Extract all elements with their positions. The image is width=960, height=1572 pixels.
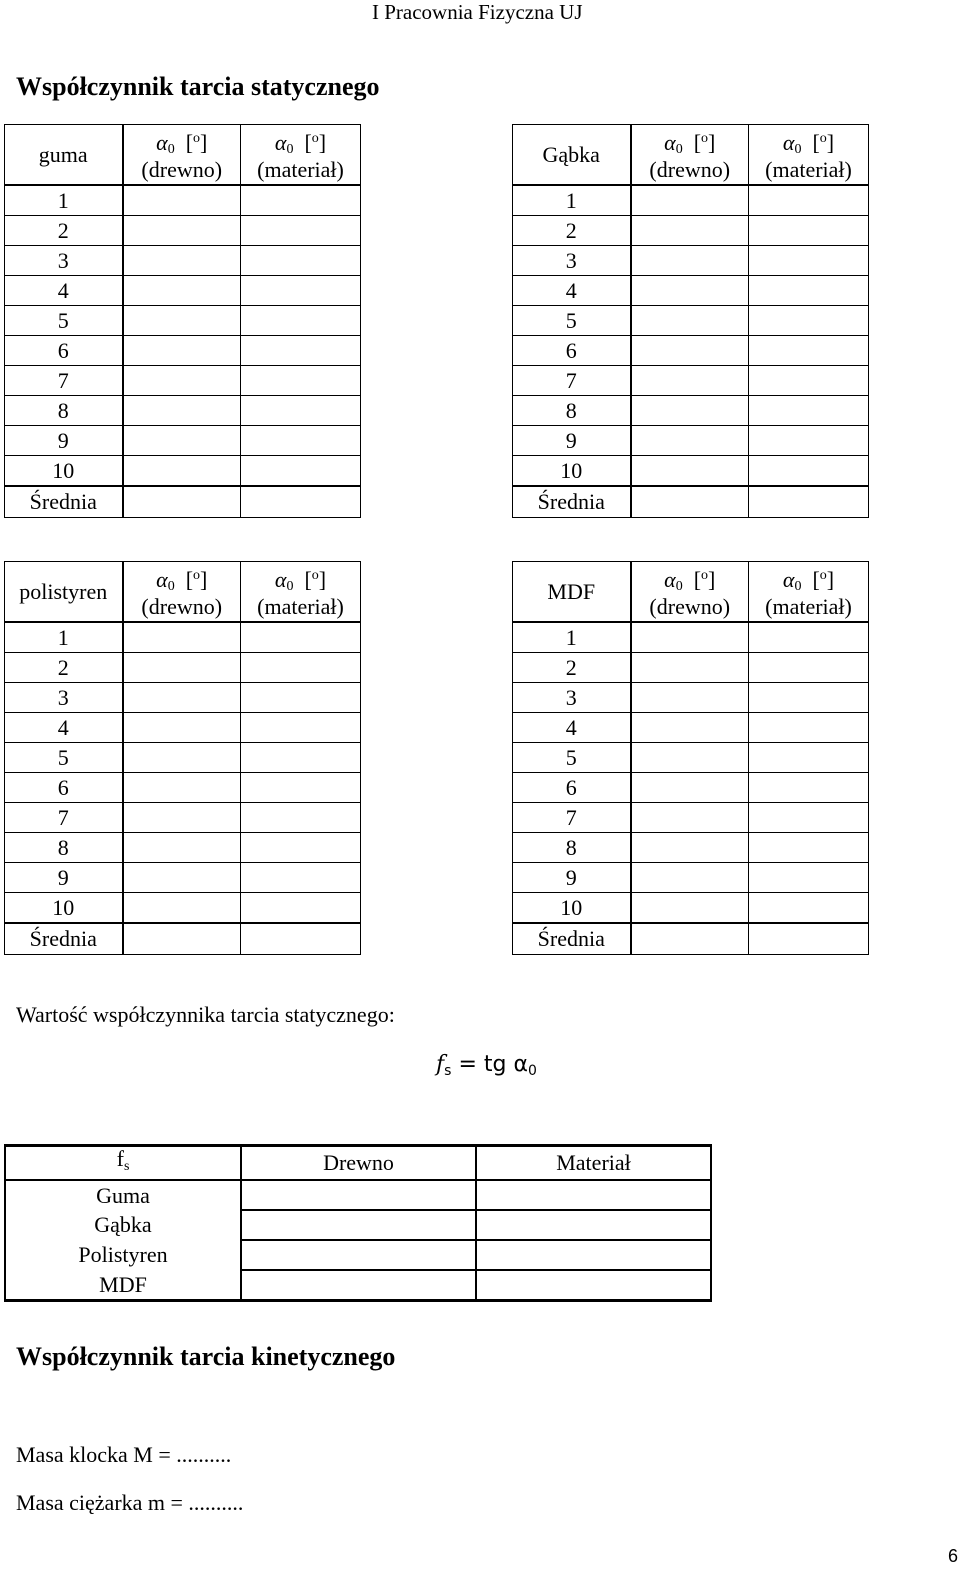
measurement-row	[513, 743, 869, 773]
angle-entry-cell[interactable]	[241, 366, 361, 396]
degree-sign: o	[701, 568, 709, 583]
alpha-drewno-header	[631, 125, 749, 186]
measurement-number: 8	[513, 396, 631, 426]
angle-entry-cell[interactable]	[123, 456, 241, 487]
summary-row-label: Guma	[5, 1180, 241, 1210]
alpha-subscript: 0	[286, 142, 294, 157]
measurement-row	[5, 713, 361, 743]
alpha-surface-label: (materiał)	[257, 594, 344, 619]
angle-entry-cell[interactable]	[631, 743, 749, 773]
unit-close: ]	[318, 130, 327, 155]
table-header-row	[5, 562, 361, 623]
measurement-number: 7	[513, 803, 631, 833]
formula-lhs: f	[436, 1052, 445, 1077]
angle-entry-cell[interactable]	[631, 486, 749, 518]
angle-entry-cell[interactable]	[123, 486, 241, 518]
measurement-number: 7	[513, 366, 631, 396]
alpha-symbol: α	[156, 567, 168, 592]
measurement-row	[513, 185, 869, 216]
average-label: Średnia	[513, 923, 631, 955]
angle-entry-cell[interactable]	[749, 803, 869, 833]
alpha-material-header	[749, 125, 869, 186]
alpha-surface-label: (drewno)	[141, 157, 223, 182]
unit-open: [	[801, 130, 820, 155]
summary-row-label: Gąbka	[5, 1210, 241, 1240]
angle-entry-cell[interactable]	[749, 185, 869, 216]
measurement-number: 1	[5, 622, 123, 653]
angle-entry-cell[interactable]	[123, 653, 241, 683]
degree-sign: o	[311, 131, 319, 146]
measurement-number: 4	[5, 713, 123, 743]
measurement-number: 5	[5, 306, 123, 336]
measurement-row	[513, 622, 869, 653]
average-label: Średnia	[513, 486, 631, 518]
alpha-subscript: 0	[675, 579, 683, 594]
alpha-material-header	[241, 562, 361, 623]
unit-close: ]	[826, 567, 835, 592]
alpha-symbol-line	[749, 566, 868, 597]
angle-entry-cell[interactable]	[631, 366, 749, 396]
angle-entry-cell[interactable]	[123, 396, 241, 426]
friction-formula	[436, 1052, 537, 1079]
measurement-row	[513, 653, 869, 683]
angle-entry-cell[interactable]	[749, 713, 869, 743]
angle-entry-cell[interactable]	[123, 622, 241, 653]
angle-entry-cell[interactable]	[631, 426, 749, 456]
unit-open: [	[682, 130, 702, 155]
alpha-material-header	[241, 125, 361, 186]
summary-row	[5, 1270, 711, 1301]
angle-entry-cell[interactable]	[123, 185, 241, 216]
unit-close: ]	[318, 567, 327, 592]
measurement-row	[513, 683, 869, 713]
formula-lhs-subscript: s	[444, 1063, 452, 1079]
alpha-symbol: α	[274, 130, 287, 155]
measurement-row	[513, 713, 869, 743]
measurement-number: 6	[5, 336, 123, 366]
angle-entry-cell[interactable]	[631, 456, 749, 487]
material-name-header: guma	[5, 125, 123, 186]
measurement-row	[5, 622, 361, 653]
alpha-subscript: 0	[794, 579, 802, 594]
measurement-row	[513, 426, 869, 456]
angle-entry-cell[interactable]	[241, 246, 361, 276]
average-row	[513, 923, 869, 955]
angle-entry-cell[interactable]	[241, 803, 361, 833]
alpha-subscript: 0	[794, 142, 802, 157]
average-row	[5, 923, 361, 955]
angle-entry-cell[interactable]	[123, 306, 241, 336]
measurement-number: 8	[513, 833, 631, 863]
measurement-row	[5, 306, 361, 336]
alpha-symbol: α	[664, 567, 676, 592]
alpha-symbol-line	[124, 129, 241, 160]
angle-entry-cell[interactable]	[241, 743, 361, 773]
angle-entry-cell[interactable]	[631, 833, 749, 863]
measurement-number: 8	[5, 833, 123, 863]
alpha-symbol-line	[632, 129, 749, 160]
measurement-table-guma	[4, 124, 361, 518]
alpha-subscript: 0	[675, 142, 683, 157]
angle-entry-cell[interactable]	[123, 336, 241, 366]
alpha-surface-label: (materiał)	[765, 594, 852, 619]
measurement-number: 2	[5, 216, 123, 246]
summary-header-row	[5, 1146, 711, 1181]
angle-entry-cell[interactable]	[749, 833, 869, 863]
alpha-symbol-line	[241, 129, 360, 160]
measurement-number: 4	[513, 713, 631, 743]
summary-value-cell[interactable]	[241, 1180, 476, 1210]
average-label: Średnia	[5, 486, 123, 518]
measurement-number: 3	[5, 246, 123, 276]
average-label: Średnia	[5, 923, 123, 955]
measurement-row	[5, 833, 361, 863]
static-friction-title: Współczynnik tarcia statycznego	[16, 72, 380, 101]
angle-entry-cell[interactable]	[631, 713, 749, 743]
angle-entry-cell[interactable]	[631, 773, 749, 803]
angle-entry-cell[interactable]	[123, 426, 241, 456]
angle-entry-cell[interactable]	[123, 246, 241, 276]
angle-entry-cell[interactable]	[241, 306, 361, 336]
summary-col-drewno: Drewno	[241, 1146, 476, 1181]
angle-entry-cell[interactable]	[241, 833, 361, 863]
alpha-subscript: 0	[286, 579, 294, 594]
unit-close: ]	[708, 567, 716, 592]
angle-entry-cell[interactable]	[241, 863, 361, 893]
measurement-row	[5, 185, 361, 216]
measurement-row	[513, 396, 869, 426]
angle-entry-cell[interactable]	[241, 622, 361, 653]
angle-entry-cell[interactable]	[241, 683, 361, 713]
degree-sign: o	[311, 568, 319, 583]
angle-entry-cell[interactable]	[123, 893, 241, 924]
measurement-row	[513, 893, 869, 924]
angle-entry-cell[interactable]	[123, 803, 241, 833]
angle-entry-cell[interactable]	[749, 486, 869, 518]
angle-entry-cell[interactable]	[749, 456, 869, 487]
angle-entry-cell[interactable]	[749, 653, 869, 683]
material-name-header: polistyren	[5, 562, 123, 623]
angle-entry-cell[interactable]	[241, 426, 361, 456]
summary-row	[5, 1240, 711, 1270]
unit-open: [	[174, 567, 194, 592]
alpha-surface-label: (drewno)	[649, 594, 731, 619]
measurement-row	[5, 456, 361, 487]
unit-open: [	[293, 130, 312, 155]
unit-close: ]	[708, 130, 716, 155]
angle-entry-cell[interactable]	[241, 486, 361, 518]
measurement-table-mdf	[512, 561, 869, 955]
measurement-number: 1	[513, 622, 631, 653]
angle-entry-cell[interactable]	[123, 773, 241, 803]
measurement-row	[5, 803, 361, 833]
summary-corner-label: f	[116, 1146, 124, 1171]
measurement-number: 3	[513, 683, 631, 713]
angle-entry-cell[interactable]	[749, 773, 869, 803]
measurement-row	[5, 366, 361, 396]
measurement-row	[5, 216, 361, 246]
summary-value-cell[interactable]	[241, 1240, 476, 1270]
summary-corner-subscript: s	[123, 1159, 130, 1174]
measurement-row	[5, 336, 361, 366]
summary-row-label: Polistyren	[5, 1240, 241, 1270]
measurement-number: 9	[5, 426, 123, 456]
angle-entry-cell[interactable]	[749, 396, 869, 426]
alpha-symbol-line	[749, 129, 868, 160]
angle-entry-cell[interactable]	[241, 653, 361, 683]
alpha-drewno-header	[123, 125, 241, 186]
table-header-row	[513, 562, 869, 623]
angle-entry-cell[interactable]	[123, 366, 241, 396]
measurement-table-polistyren	[4, 561, 361, 955]
measurement-row	[513, 773, 869, 803]
measurement-number: 1	[5, 185, 123, 216]
measurement-row	[5, 426, 361, 456]
degree-sign: o	[819, 131, 827, 146]
alpha-drewno-header	[631, 562, 749, 623]
measurement-number: 7	[5, 803, 123, 833]
alpha-symbol-line	[241, 566, 360, 597]
angle-entry-cell[interactable]	[749, 336, 869, 366]
measurement-number: 5	[5, 743, 123, 773]
summary-row	[5, 1210, 711, 1240]
measurement-number: 2	[513, 653, 631, 683]
measurement-row	[5, 683, 361, 713]
angle-entry-cell[interactable]	[631, 185, 749, 216]
measurement-number: 9	[5, 863, 123, 893]
measurement-row	[5, 276, 361, 306]
unit-open: [	[174, 130, 194, 155]
angle-entry-cell[interactable]	[123, 833, 241, 863]
alpha-symbol: α	[274, 567, 287, 592]
degree-sign: o	[193, 131, 201, 146]
angle-entry-cell[interactable]	[631, 653, 749, 683]
alpha-surface-label: (drewno)	[649, 157, 731, 182]
angle-entry-cell[interactable]	[631, 863, 749, 893]
measurement-number: 10	[5, 456, 123, 487]
angle-entry-cell[interactable]	[749, 246, 869, 276]
angle-entry-cell[interactable]	[123, 713, 241, 743]
summary-value-cell[interactable]	[476, 1270, 711, 1301]
angle-entry-cell[interactable]	[631, 396, 749, 426]
block-mass-line: Masa klocka M = ..........	[16, 1442, 232, 1467]
measurement-number: 10	[513, 893, 631, 924]
alpha-subscript: 0	[167, 579, 175, 594]
measurement-number: 9	[513, 863, 631, 893]
measurement-number: 3	[5, 683, 123, 713]
angle-entry-cell[interactable]	[123, 743, 241, 773]
measurement-number: 10	[5, 893, 123, 924]
degree-sign: o	[193, 568, 201, 583]
angle-entry-cell[interactable]	[241, 185, 361, 216]
angle-entry-cell[interactable]	[631, 246, 749, 276]
formula-rhs-subscript: 0	[527, 1063, 537, 1079]
summary-corner-cell	[5, 1146, 241, 1181]
angle-entry-cell[interactable]	[631, 923, 749, 955]
angle-entry-cell[interactable]	[123, 863, 241, 893]
unit-close: ]	[826, 130, 835, 155]
angle-entry-cell[interactable]	[241, 396, 361, 426]
angle-entry-cell[interactable]	[631, 216, 749, 246]
angle-entry-cell[interactable]	[749, 863, 869, 893]
summary-value-cell[interactable]	[476, 1180, 711, 1210]
measurement-row	[5, 863, 361, 893]
kinetic-friction-title: Współczynnik tarcia kinetycznego	[16, 1342, 396, 1371]
running-header: I Pracownia Fizyczna UJ	[372, 0, 583, 24]
alpha-symbol: α	[156, 130, 168, 155]
measurement-row	[513, 336, 869, 366]
measurement-number: 5	[513, 306, 631, 336]
angle-entry-cell[interactable]	[241, 336, 361, 366]
measurement-row	[513, 863, 869, 893]
summary-value-cell[interactable]	[241, 1210, 476, 1240]
measurement-number: 10	[513, 456, 631, 487]
alpha-symbol: α	[782, 130, 795, 155]
summary-value-cell[interactable]	[476, 1240, 711, 1270]
angle-entry-cell[interactable]	[631, 803, 749, 833]
angle-entry-cell[interactable]	[241, 456, 361, 487]
angle-entry-cell[interactable]	[123, 683, 241, 713]
alpha-surface-label: (materiał)	[257, 157, 344, 182]
formula-rhs: = tg α	[458, 1052, 528, 1077]
coefficient-prompt: Wartość współczynnika tarcia statycznego:	[16, 1002, 395, 1027]
measurement-row	[513, 366, 869, 396]
unit-open: [	[801, 567, 820, 592]
alpha-surface-label: (materiał)	[765, 157, 852, 182]
alpha-subscript: 0	[167, 142, 175, 157]
summary-row-label: MDF	[5, 1270, 241, 1301]
average-row	[513, 486, 869, 518]
angle-entry-cell[interactable]	[123, 923, 241, 955]
angle-entry-cell[interactable]	[631, 683, 749, 713]
measurement-row	[5, 653, 361, 683]
angle-entry-cell[interactable]	[241, 216, 361, 246]
measurement-number: 6	[513, 773, 631, 803]
alpha-surface-label: (drewno)	[141, 594, 223, 619]
page-number: 6	[947, 1546, 958, 1566]
angle-entry-cell[interactable]	[631, 336, 749, 366]
measurement-number: 2	[5, 653, 123, 683]
alpha-symbol-line	[124, 566, 241, 597]
measurement-row	[513, 216, 869, 246]
measurement-number: 4	[5, 276, 123, 306]
measurement-table-gąbka	[512, 124, 869, 518]
angle-entry-cell[interactable]	[749, 426, 869, 456]
measurement-number: 5	[513, 743, 631, 773]
measurement-row	[5, 246, 361, 276]
angle-entry-cell[interactable]	[241, 923, 361, 955]
angle-entry-cell[interactable]	[749, 743, 869, 773]
unit-close: ]	[200, 130, 208, 155]
measurement-number: 8	[5, 396, 123, 426]
alpha-symbol: α	[782, 567, 795, 592]
angle-entry-cell[interactable]	[241, 773, 361, 803]
angle-entry-cell[interactable]	[241, 713, 361, 743]
measurement-number: 3	[513, 246, 631, 276]
average-row	[5, 486, 361, 518]
angle-entry-cell[interactable]	[749, 306, 869, 336]
alpha-material-header	[749, 562, 869, 623]
angle-entry-cell[interactable]	[631, 306, 749, 336]
angle-entry-cell[interactable]	[749, 923, 869, 955]
measurement-number: 1	[513, 185, 631, 216]
table-header-row	[513, 125, 869, 186]
angle-entry-cell[interactable]	[123, 216, 241, 246]
measurement-row	[513, 276, 869, 306]
unit-open: [	[682, 567, 702, 592]
angle-entry-cell[interactable]	[749, 276, 869, 306]
measurement-number: 6	[5, 773, 123, 803]
summary-row	[5, 1180, 711, 1210]
measurement-row	[513, 246, 869, 276]
angle-entry-cell[interactable]	[749, 216, 869, 246]
degree-sign: o	[701, 131, 709, 146]
material-name-header: MDF	[513, 562, 631, 623]
angle-entry-cell[interactable]	[631, 893, 749, 924]
material-name-header: Gąbka	[513, 125, 631, 186]
angle-entry-cell[interactable]	[749, 622, 869, 653]
measurement-number: 2	[513, 216, 631, 246]
coefficient-summary-table	[4, 1144, 712, 1302]
alpha-drewno-header	[123, 562, 241, 623]
measurement-row	[513, 833, 869, 863]
unit-close: ]	[200, 567, 208, 592]
angle-entry-cell[interactable]	[749, 683, 869, 713]
measurement-row	[5, 773, 361, 803]
measurement-number: 9	[513, 426, 631, 456]
summary-value-cell[interactable]	[241, 1270, 476, 1301]
measurement-row	[513, 456, 869, 487]
angle-entry-cell[interactable]	[241, 893, 361, 924]
angle-entry-cell[interactable]	[631, 276, 749, 306]
angle-entry-cell[interactable]	[749, 366, 869, 396]
weight-mass-line: Masa ciężarka m = ..........	[16, 1490, 244, 1515]
summary-value-cell[interactable]	[476, 1210, 711, 1240]
degree-sign: o	[819, 568, 827, 583]
angle-entry-cell[interactable]	[631, 622, 749, 653]
angle-entry-cell[interactable]	[749, 893, 869, 924]
measurement-number: 7	[5, 366, 123, 396]
measurement-number: 4	[513, 276, 631, 306]
angle-entry-cell[interactable]	[123, 276, 241, 306]
table-header-row	[5, 125, 361, 186]
alpha-symbol: α	[664, 130, 676, 155]
unit-open: [	[293, 567, 312, 592]
measurement-number: 6	[513, 336, 631, 366]
angle-entry-cell[interactable]	[241, 276, 361, 306]
summary-col-material: Materiał	[476, 1146, 711, 1181]
measurement-row	[5, 893, 361, 924]
measurement-row	[513, 803, 869, 833]
measurement-row	[513, 306, 869, 336]
measurement-row	[5, 743, 361, 773]
measurement-row	[5, 396, 361, 426]
alpha-symbol-line	[632, 566, 749, 597]
